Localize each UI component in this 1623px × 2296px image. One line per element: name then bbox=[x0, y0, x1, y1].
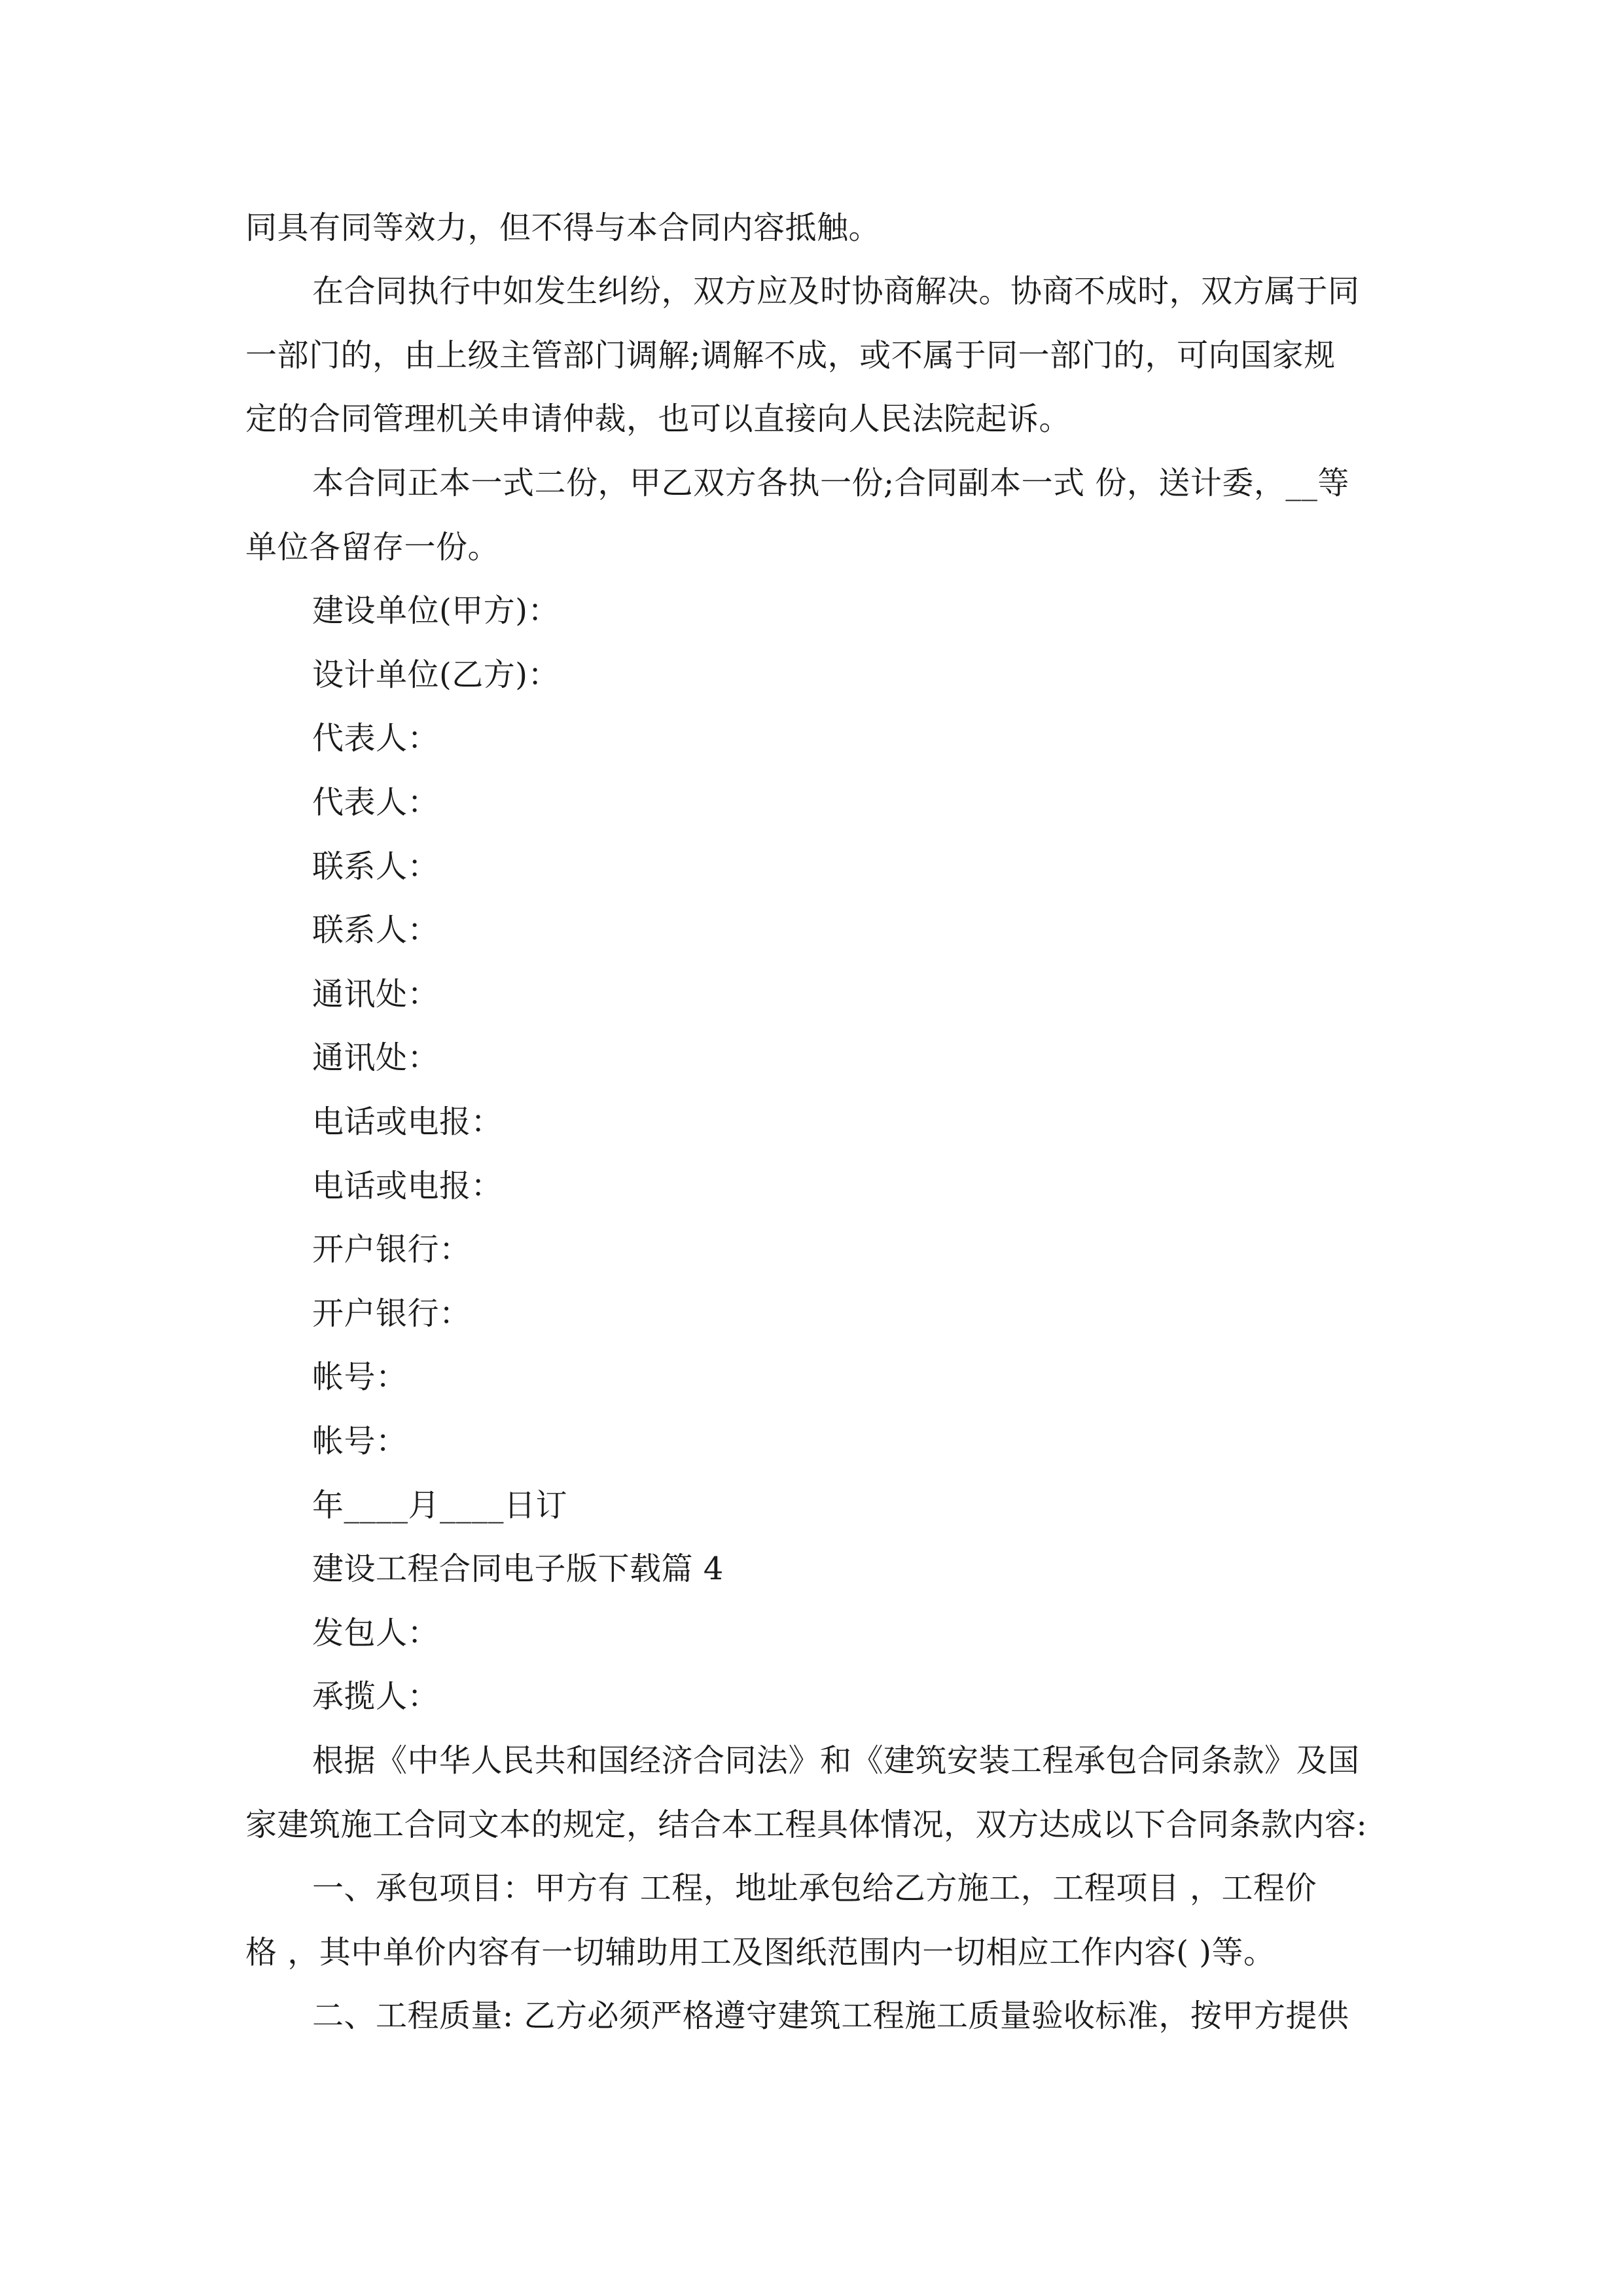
signature-field-party-a: 建设单位(甲方)： bbox=[312, 592, 560, 629]
paragraph-line: 在合同执行中如发生纠纷，双方应及时协商解决。协商不成时，双方属于同 bbox=[312, 273, 1360, 310]
date-line: 年____月____日订 bbox=[312, 1487, 568, 1524]
signature-field: 代表人： bbox=[312, 720, 440, 757]
section-heading: 建设工程合同电子版下载篇 4 bbox=[312, 1551, 724, 1587]
signature-field: 电话或电报： bbox=[312, 1103, 503, 1140]
party-field: 发包人： bbox=[312, 1615, 440, 1651]
signature-field: 联系人： bbox=[312, 912, 440, 948]
paragraph-line: 二、工程质量: 乙方必须严格遵守建筑工程施工质量验收标准，按甲方提供 bbox=[312, 1998, 1349, 2034]
signature-field: 联系人： bbox=[312, 848, 440, 885]
paragraph-line: 格 ，其中单价内容有一切辅助用工及图纸范围内一切相应工作内容( )等。 bbox=[245, 1934, 1275, 1971]
paragraph-line: 定的合同管理机关申请仲裁，也可以直接向人民法院起诉。 bbox=[245, 401, 1071, 437]
party-field: 承揽人： bbox=[312, 1678, 440, 1715]
signature-field: 代表人： bbox=[312, 784, 440, 821]
signature-field-party-b: 设计单位(乙方)： bbox=[312, 656, 560, 693]
paragraph-line: 家建筑施工合同文本的规定，结合本工程具体情况，双方达成以下合同条款内容: bbox=[245, 1806, 1368, 1843]
paragraph-line: 本合同正本一式二份，甲乙双方各执一份;合同副本一式 份，送计委，__等 bbox=[312, 465, 1349, 501]
paragraph-line: 同具有同等效力，但不得与本合同内容抵触。 bbox=[245, 209, 881, 246]
signature-field: 通讯处： bbox=[312, 976, 440, 1013]
signature-field: 开户银行： bbox=[312, 1231, 471, 1268]
signature-field: 帐号： bbox=[312, 1423, 408, 1460]
paragraph-line: 一、承包项目：甲方有 工程，地址承包给乙方施工，工程项目 ，工程价 bbox=[312, 1870, 1317, 1907]
paragraph-line: 单位各留存一份。 bbox=[245, 529, 500, 565]
signature-field: 电话或电报： bbox=[312, 1168, 503, 1204]
signature-field: 通讯处： bbox=[312, 1039, 440, 1076]
signature-field: 帐号： bbox=[312, 1359, 408, 1395]
paragraph-line: 一部门的，由上级主管部门调解;调解不成，或不属于同一部门的，可向国家规 bbox=[245, 337, 1336, 374]
signature-field: 开户银行： bbox=[312, 1295, 471, 1332]
paragraph-line: 根据《中华人民共和国经济合同法》和《建筑安装工程承包合同条款》及国 bbox=[312, 1742, 1360, 1779]
